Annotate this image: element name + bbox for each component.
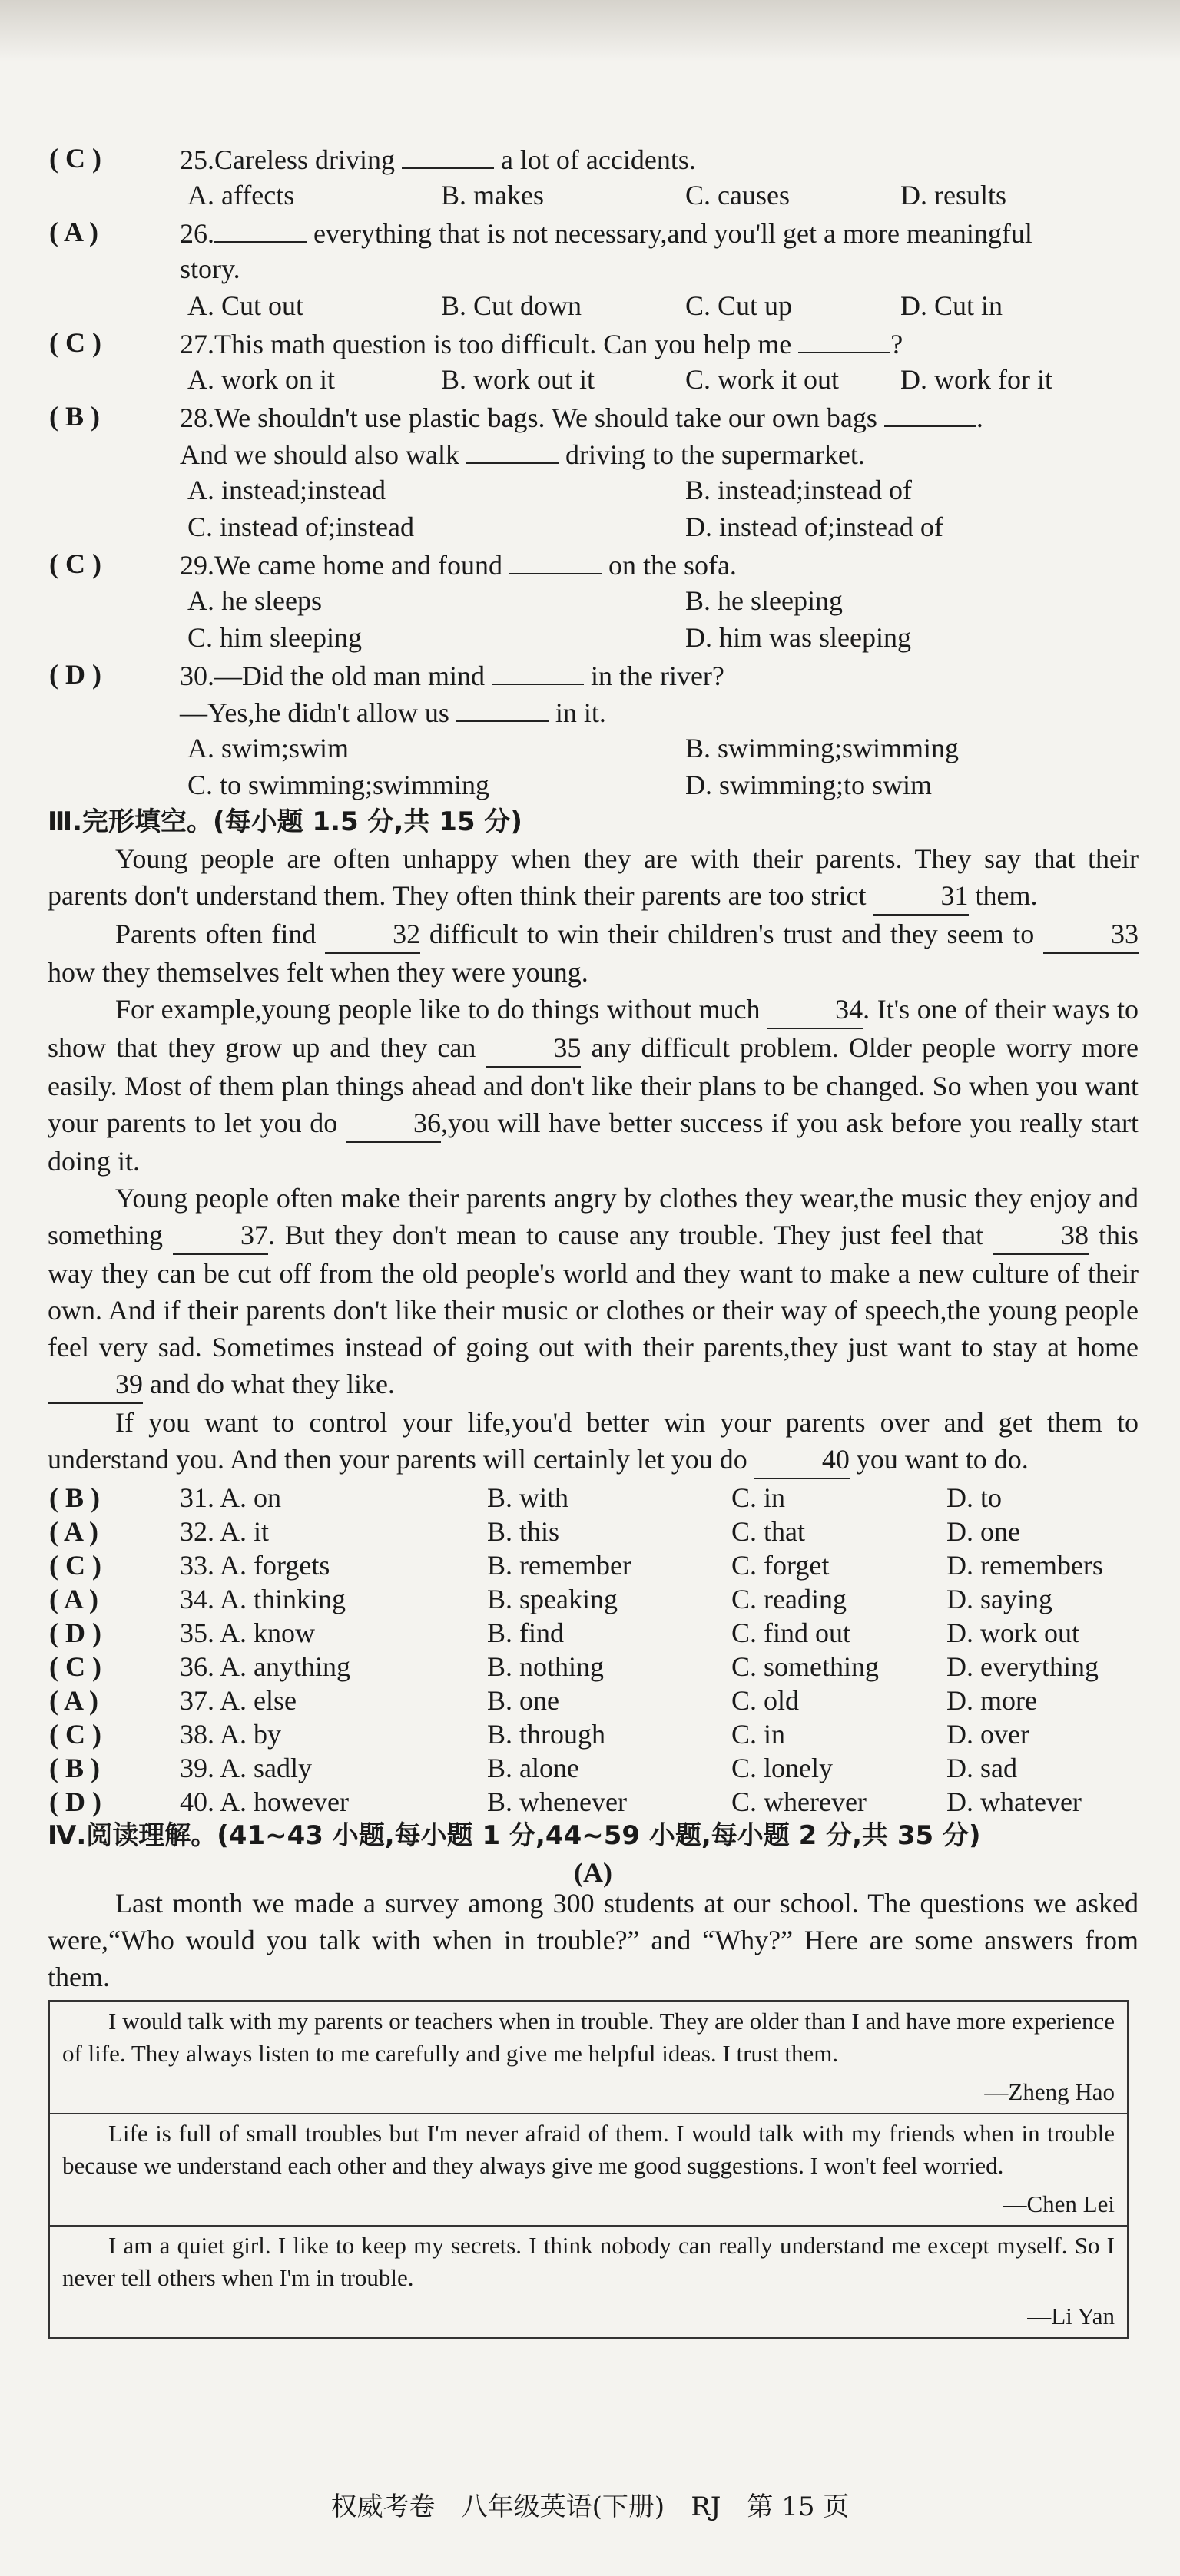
cloze-blank: 35: [486, 1029, 581, 1068]
blank: [466, 435, 559, 464]
blank: [214, 214, 307, 243]
content: [48, 140, 1139, 2339]
option-c: C. instead of;instead: [187, 512, 414, 542]
option-a: A. affects: [187, 180, 295, 210]
question-25: [48, 140, 1139, 177]
stem-30: 30.—Did the old man mind in the river?: [180, 656, 724, 694]
question-28: [48, 398, 1139, 435]
entry-text: I would talk with my parents or teachers when in trouble. They are older than I and have more experience of life. They always listen to me carefully and give me helpful ideas. I trust them.: [62, 2008, 1115, 2067]
question-30-line2: —Yes,he didn't allow us in it.: [48, 693, 1139, 730]
options-25: [48, 177, 1139, 214]
cloze-paragraph-5: If you want to control your life,you'd better win your parents over and get them to understand you. And then your parents will certainly let you do 40 you want to do.: [48, 1404, 1139, 1479]
option-d: D. Cut in: [900, 290, 1003, 321]
option-c: C. Cut up: [685, 290, 793, 321]
option-c: C. work it out: [685, 364, 840, 395]
blank: [884, 398, 976, 427]
question-26: [48, 214, 1139, 250]
cloze-row-36: ( C ) 36. A. anything B. nothing C. something D. everything: [49, 1651, 1099, 1682]
cloze-blank: 33: [1043, 916, 1139, 954]
cloze-blank: 39: [48, 1366, 143, 1404]
answer-29: ( C ): [49, 548, 101, 579]
entry-signature: —Chen Lei: [1003, 2190, 1115, 2217]
cloze-paragraph-4: Young people often make their parents angry by clothes they wear,the music they enjoy and something 37. But they don't mean to cause any trouble. They just feel that 38 this way they can be cut off from the old people's world and they want to make a new culture of their own. And if their parents don't like their music or clothes or their way of speech,the young people feel very sad. Sometimes instead of going out with their parents,they just want to stay at home 39 and do what they like.: [48, 1180, 1139, 1404]
entry-signature: —Li Yan: [1027, 2303, 1115, 2329]
answer-25: ( C ): [49, 143, 101, 174]
cloze-blank: 40: [754, 1441, 850, 1479]
cloze-row-38: ( C ) 38. A. by B. through C. in D. over: [49, 1719, 1029, 1750]
cloze-options: [48, 1479, 1139, 1817]
answer-entry: [50, 2227, 1127, 2337]
cloze-row-32: ( A ) 32. A. it B. this C. that D. one: [49, 1516, 1020, 1547]
stem-28: 28.We shouldn't use plastic bags. We should take our own bags .: [180, 398, 983, 436]
answer-28: ( B ): [49, 401, 100, 432]
cloze-row-34: ( A ) 34. A. thinking B. speaking C. reading D. saying: [49, 1584, 1052, 1614]
stem-27: 27.This math question is too difficult. Can you help me ?: [180, 324, 903, 363]
option-d: D. instead of;instead of: [685, 512, 943, 542]
entry-signature: —Zheng Hao: [984, 2078, 1115, 2105]
cloze-passage: [48, 840, 1139, 1479]
option-b: B. work out it: [441, 364, 595, 395]
cloze-blank: 34: [767, 991, 863, 1029]
options-29-row2: [48, 619, 1139, 656]
cloze-blank: 32: [325, 916, 420, 954]
passage-label: (A): [574, 1857, 612, 1888]
stem-29: 29.We came home and found on the sofa.: [180, 545, 737, 584]
options-28-row2: [48, 508, 1139, 545]
blank: [509, 545, 602, 574]
option-a: A. he sleeps: [187, 585, 322, 616]
blank: [798, 324, 890, 353]
cloze-blank: 37: [173, 1217, 268, 1255]
question-26-line2: story.: [180, 253, 240, 284]
entry-text: I am a quiet girl. I like to keep my secrets. I think nobody can really understand me except myself. So I never tell others when I'm in trouble.: [62, 2232, 1115, 2291]
options-27: [48, 361, 1139, 398]
answer-27: ( C ): [49, 327, 101, 358]
options-29-row1: [48, 582, 1139, 619]
option-d: D. results: [900, 180, 1006, 210]
page-top-edge: [0, 0, 1180, 61]
option-a: A. work on it: [187, 364, 335, 395]
option-d: D. work for it: [900, 364, 1052, 395]
option-c: C. to swimming;swimming: [187, 770, 490, 800]
answers-box: [48, 2000, 1129, 2339]
option-a: A. swim;swim: [187, 733, 350, 763]
stem-25: 25.Careless driving a lot of accidents.: [180, 140, 696, 178]
option-a: A. instead;instead: [187, 475, 386, 505]
cloze-row-40: ( D ) 40. A. however B. whenever C. wherever D. whatever: [49, 1786, 1082, 1817]
option-a: A. Cut out: [187, 290, 304, 321]
answer-entry: [50, 2002, 1127, 2114]
options-28-row1: [48, 472, 1139, 508]
option-b: B. makes: [441, 180, 544, 210]
blank: [402, 140, 494, 169]
option-d: D. swimming;to swim: [685, 770, 933, 800]
option-b: B. he sleeping: [685, 585, 843, 616]
section-4-title: Ⅳ.阅读理解。(41~43 小题,每小题 1 分,44~59 小题,每小题 2 分,共 35 分): [48, 1820, 981, 1851]
answer-entry: [50, 2114, 1127, 2227]
option-b: B. swimming;swimming: [685, 733, 960, 763]
entry-text: Life is full of small troubles but I'm never afraid of them. I would talk with my friends when in trouble because we understand each other and they always give me good suggestions. I won't feel worried.: [62, 2120, 1115, 2179]
option-b: B. instead;instead of: [685, 475, 912, 505]
cloze-paragraph-2: Parents often find 32 difficult to win their children's trust and they seem to 33 how they themselves felt when they were young.: [48, 916, 1139, 991]
page-footer: 权威考卷 八年级英语(下册) RJ 第 15 页: [330, 2492, 850, 2522]
cloze-blank: 38: [993, 1217, 1089, 1255]
cloze-row-33: ( C ) 33. A. forgets B. remember C. forget D. remembers: [49, 1550, 1103, 1581]
cloze-row-35: ( D ) 35. A. know B. find C. find out D. work out: [49, 1617, 1079, 1648]
blank: [492, 656, 584, 685]
cloze-row-31: ( B ) 31. A. on B. with C. in D. to: [49, 1482, 1002, 1513]
cloze-paragraph-1: Young people are often unhappy when they are with their parents. They say that their parents don't understand them. They often think their parents are too strict 31 them.: [48, 840, 1139, 916]
section-3-title: Ⅲ.完形填空。(每小题 1.5 分,共 15 分): [48, 806, 522, 837]
question-30: [48, 656, 1139, 693]
option-d: D. him was sleeping: [685, 622, 911, 653]
option-b: B. Cut down: [441, 290, 582, 321]
cloze-paragraph-3: For example,young people like to do things without much 34. It's one of their ways to show that they grow up and they can 35 any difficult problem. Older people worry more easily. Most of them plan things ahead and don't like their plans to be changed. So when you want your parents to let you do 36,you will have better success if you ask before you really start doing it.: [48, 991, 1139, 1180]
question-29: [48, 545, 1139, 582]
reading-intro: Last month we made a survey among 300 students at our school. The questions we asked were,“Who would you talk with when in trouble?” and “Why?” Here are some answers from them.: [48, 1888, 1139, 1992]
question-28-line2: And we should also walk driving to the supermarket.: [48, 435, 1139, 472]
option-c: C. causes: [685, 180, 790, 210]
answer-26: ( A ): [49, 217, 99, 247]
question-27: [48, 324, 1139, 361]
cloze-row-39: ( B ) 39. A. sadly B. alone C. lonely D. sad: [49, 1753, 1017, 1783]
options-26: [48, 287, 1139, 324]
cloze-blank: 31: [873, 877, 969, 916]
options-30-row1: [48, 730, 1139, 767]
stem-26: 26. everything that is not necessary,and you'll get a more meaningful: [180, 214, 1032, 252]
answer-30: ( D ): [49, 659, 101, 690]
blank: [456, 693, 549, 722]
cloze-blank: 36: [346, 1104, 441, 1143]
cloze-row-37: ( A ) 37. A. else B. one C. old D. more: [49, 1685, 1037, 1716]
option-c: C. him sleeping: [187, 622, 362, 653]
options-30-row2: [48, 767, 1139, 803]
